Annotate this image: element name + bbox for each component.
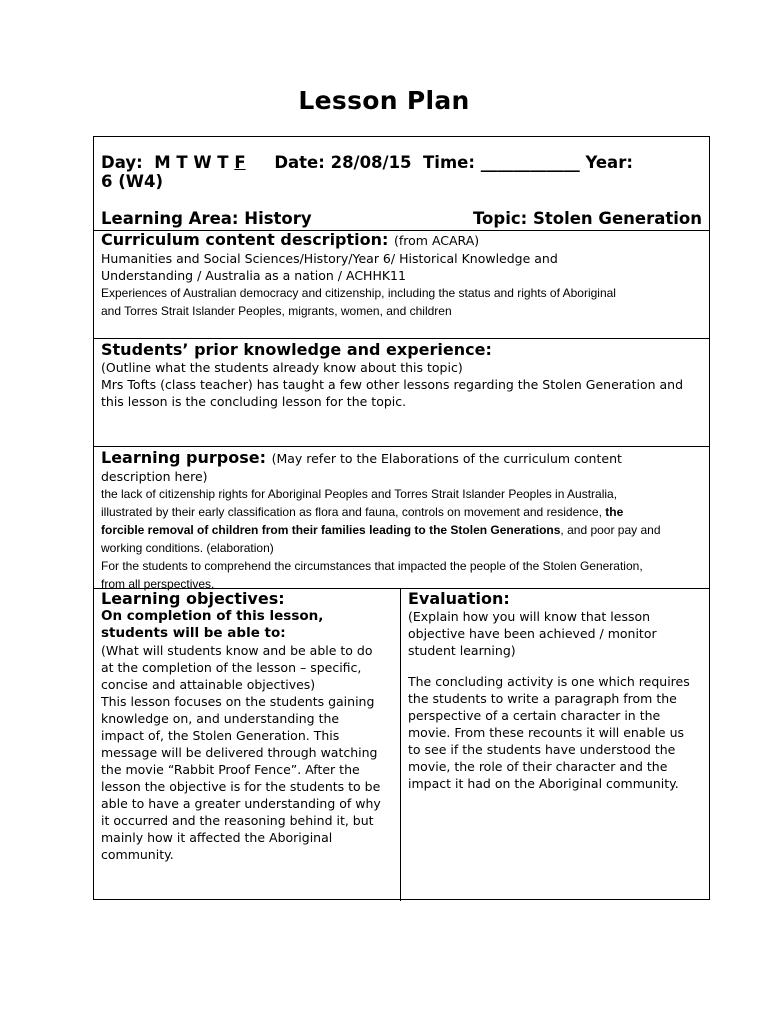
purpose-text-bold: the xyxy=(605,505,624,519)
objectives-text: This lesson focuses on the students gaining xyxy=(101,694,375,709)
objectives-evaluation-row xyxy=(94,589,709,901)
evaluation-text: the students to write a paragraph from the xyxy=(408,691,677,706)
objectives-text: concise and attainable objectives) xyxy=(101,677,316,692)
purpose-text: For the students to comprehend the circumstances that impacted the people of the Stolen Generation, xyxy=(101,559,643,573)
curriculum-path: Humanities and Social Sciences/History/Year 6/ Historical Knowledge and xyxy=(101,251,558,266)
objectives-subheading: On completion of this lesson, xyxy=(101,608,324,624)
evaluation-heading: Evaluation: xyxy=(408,589,510,608)
header-row xyxy=(94,137,709,231)
curriculum-path: Understanding / Australia as a nation / ACHHK11 xyxy=(101,268,406,283)
time-value: ____________ xyxy=(480,153,580,172)
purpose-text: working conditions. (elaboration) xyxy=(101,541,274,555)
evaluation-note: student learning) xyxy=(408,643,516,658)
purpose-text: from all perspectives. xyxy=(101,577,215,591)
prior-note: (Outline what the students already know about this topic) xyxy=(101,360,463,375)
evaluation-note: objective have been achieved / monitor xyxy=(408,626,657,641)
evaluation-text: impact it had on the Aboriginal community. xyxy=(408,776,679,791)
topic: Topic: Stolen Generation xyxy=(472,209,702,228)
purpose-heading-text: Learning purpose: xyxy=(101,448,266,467)
prior-text: Mrs Tofts (class teacher) has taught a few other lessons regarding the Stolen Generation and xyxy=(101,377,684,392)
paragraph-gap xyxy=(408,659,702,673)
objectives-text: at the completion of the lesson – specific, xyxy=(101,660,362,675)
evaluation-text: movie, the role of their character and the xyxy=(408,759,668,774)
prior-text: this lesson is the concluding lesson for the topic. xyxy=(101,394,407,409)
curriculum-heading xyxy=(101,231,702,250)
day-options: M T W T xyxy=(154,153,229,172)
evaluation-text: perspective of a certain character in the xyxy=(408,708,661,723)
day-label: Day: xyxy=(101,153,143,172)
evaluation-text: movie. From these recounts it will enable us xyxy=(408,725,685,740)
purpose-text-part: illustrated by their early classification as flora and fauna, controls on movement and residence, xyxy=(101,505,602,519)
area-topic-line xyxy=(101,209,702,228)
curriculum-heading-text: Curriculum content description: xyxy=(101,230,389,249)
year-value: 6 (W4) xyxy=(101,172,163,191)
curriculum-description: Experiences of Australian democracy and citizenship, including the status and rights of Aboriginal xyxy=(101,286,616,300)
purpose-text: the lack of citizenship rights for Aboriginal Peoples and Torres Strait Islander Peoples in Australia, xyxy=(101,487,618,501)
curriculum-section xyxy=(94,231,709,339)
objectives-text: the movie “Rabbit Proof Fence”. After the xyxy=(101,762,360,777)
lesson-plan-table xyxy=(93,136,710,900)
evaluation-cell xyxy=(401,589,709,901)
date-value: 28/08/15 xyxy=(330,153,412,172)
objectives-text: lesson the objective is for the students to be xyxy=(101,779,381,794)
learning-purpose-section xyxy=(94,447,709,589)
purpose-text-bold: forcible removal of children from their families leading to the Stolen Generations xyxy=(101,523,561,537)
objectives-text: (What will students know and be able to do xyxy=(101,643,373,658)
objectives-heading: Learning objectives: xyxy=(101,589,285,608)
evaluation-text: to see if the students have understood the xyxy=(408,742,676,757)
objectives-text: mainly how it affected the Aboriginal xyxy=(101,830,333,845)
curriculum-description: and Torres Strait Islander Peoples, migrants, women, and children xyxy=(101,304,452,318)
objectives-subheading: students will be able to: xyxy=(101,625,286,641)
date-label: Date: xyxy=(274,153,325,172)
purpose-text xyxy=(101,521,702,539)
prior-heading: Students’ prior knowledge and experience: xyxy=(101,340,492,359)
objectives-text: impact of, the Stolen Generation. This xyxy=(101,728,340,743)
purpose-text-part: , and poor pay and xyxy=(560,523,661,537)
time-label: Time: xyxy=(423,153,475,172)
objectives-text: community. xyxy=(101,847,174,862)
year-label: Year: xyxy=(585,153,633,172)
prior-knowledge-section xyxy=(94,339,709,447)
objectives-text: knowledge on, and understanding the xyxy=(101,711,340,726)
purpose-text xyxy=(101,503,702,521)
objectives-cell xyxy=(94,589,401,901)
objectives-text: it occurred and the reasoning behind it, but xyxy=(101,813,374,828)
evaluation-text: The concluding activity is one which requires xyxy=(408,674,690,689)
header-line xyxy=(101,153,633,191)
objectives-text: message will be delivered through watching xyxy=(101,745,378,760)
day-selected: F xyxy=(234,153,246,172)
learning-area: Learning Area: History xyxy=(101,209,312,228)
purpose-note: (May refer to the Elaborations of the curriculum content xyxy=(271,451,622,466)
purpose-note: description here) xyxy=(101,469,208,484)
evaluation-note: (Explain how you will know that lesson xyxy=(408,609,651,624)
objectives-text: able to have a greater understanding of why xyxy=(101,796,381,811)
page-title: Lesson Plan xyxy=(298,86,470,115)
curriculum-heading-note: (from ACARA) xyxy=(394,233,480,248)
purpose-heading xyxy=(101,449,702,468)
